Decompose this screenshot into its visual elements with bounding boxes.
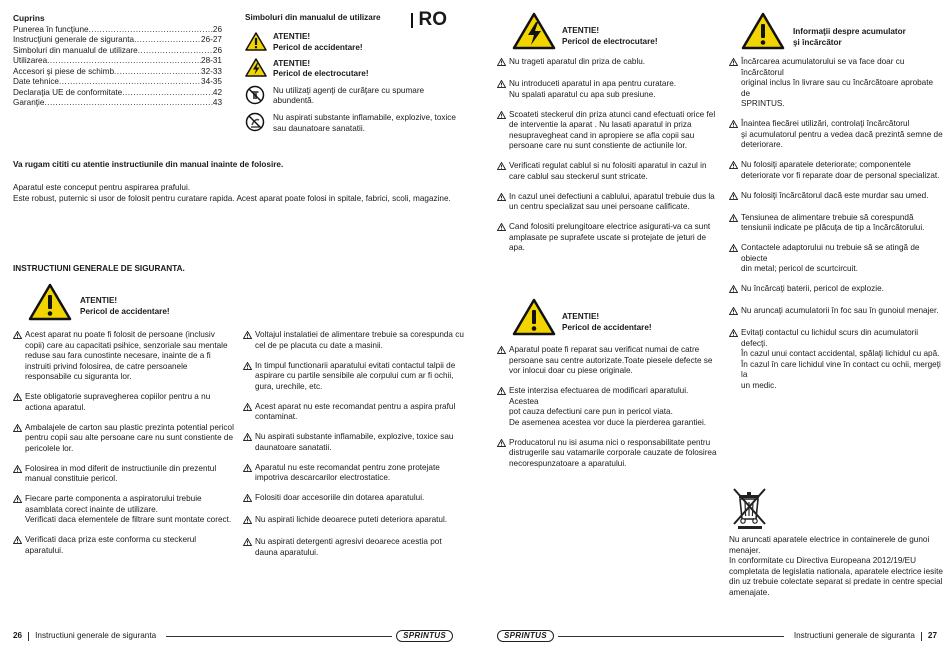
text-line: Verificati daca elementele de filtrare sunt montate corect. (25, 515, 232, 524)
toc-item[interactable] (13, 67, 222, 78)
warning-list-item (243, 515, 465, 528)
symbol-warn-title: ATENTIE! (273, 32, 311, 42)
text-line: Acest aparat nu este recomandat pentru a aspira praful (255, 401, 456, 411)
text-line: pot cauza defectiuni care pun in pericol viata. (509, 407, 673, 416)
language-marker (411, 10, 447, 30)
warning-list-text (509, 192, 719, 213)
text-line: gura, urechile, etc. (255, 381, 323, 391)
text-line: Nu folosiţi încărcătorul dacă este murdar sau umed. (741, 190, 929, 200)
battery-section-header (741, 12, 906, 54)
warning-list-text (255, 515, 465, 526)
warning-list-item (243, 493, 465, 506)
toc-dot-leader (122, 88, 213, 99)
battery-heading: şi încărcător (793, 37, 842, 47)
text-line: distrugerile sau vatamarile corporale cauzate de folosirea (509, 448, 717, 457)
symbol-warning-electric (245, 58, 460, 81)
text-line: Evitaţi contactul cu lichidul scurs din acumulatorii defecţi. (741, 328, 919, 348)
caution-triangle-icon (243, 464, 255, 476)
safety-heading: INSTRUCTIUNI GENERALE DE SIGURANTA. (13, 264, 185, 273)
text-line: original inclus în livrare sau cu încărcătoare aprobate de (741, 78, 934, 98)
caution-triangle-icon (243, 403, 255, 415)
weee-line: completata de legislatia nationala, aparatele electrice iesite (729, 566, 943, 576)
caution-triangle-icon (729, 244, 741, 256)
warning-title: ATENTIE! (562, 312, 600, 322)
text-line: Cand folositi prelungitoare electrice asigurati-va ca sunt (509, 222, 711, 231)
text-line: pericolele lor. (25, 443, 74, 453)
text-line: deteriorare. (741, 140, 783, 149)
intro-line: Este robust, puternic si usor de folosit pentru curatare rapida. Acest aparat poate folosi in spitale, fabrici, scoli, magazine. (13, 193, 451, 203)
page-number: 27 (927, 630, 937, 640)
electric-hazard-icon (512, 12, 556, 54)
table-of-contents (13, 13, 222, 109)
caution-triangle-icon (729, 120, 741, 132)
caution-triangle-icon (729, 192, 741, 204)
text-line: manual constituie pericol. (25, 474, 118, 483)
text-line: amplasate pe suprafete uscate si protejate de jeturi de (509, 232, 707, 242)
warning-list-item (243, 361, 465, 393)
warning-subtitle: Pericol de accidentare! (562, 322, 652, 332)
caution-triangle-icon (497, 80, 509, 92)
toc-item-page: 26 (212, 24, 222, 34)
warning-list-item (13, 423, 235, 455)
left-footer (13, 630, 453, 642)
language-code: RO (418, 9, 447, 30)
text-line: persoane care nu sunt constiente de actiunile lor. (509, 141, 687, 150)
warning-list-text (25, 494, 235, 526)
warning-list-item (497, 110, 719, 152)
text-line: daunatoare sanatatii. (255, 442, 332, 452)
right-footer (497, 630, 937, 642)
warning-list-text (509, 222, 719, 254)
safety-list-col2 (243, 330, 465, 568)
warning-list-text (255, 330, 465, 351)
text-line: Nu introduceti aparatul in apa pentru curatare. (509, 79, 677, 88)
warning-list-item (729, 328, 944, 391)
symbol-warning-accident (245, 32, 460, 55)
weee-line: din uz trebuie colectate separat si predate in centre special (729, 577, 943, 586)
symbol-no-hazardous (245, 112, 460, 136)
toc-item[interactable] (13, 46, 222, 57)
toc-dot-leader (44, 98, 212, 109)
warning-list-item (729, 119, 944, 151)
text-line: pentru copii sau alte persoane care nu sunt constiente de (25, 433, 234, 442)
toc-item-page: 26 (212, 45, 222, 55)
text-line: şi acumulatorul pentru a vedea dacă prezintă semne de (741, 129, 943, 139)
toc-item-page: 43 (212, 98, 222, 108)
toc-item-label: Utilizarea (13, 56, 48, 66)
weee-bin-icon (729, 486, 771, 534)
caution-triangle-icon (243, 331, 255, 343)
text-line: Nu aspirati substante inflamabile, explozive, toxice sau (255, 432, 454, 441)
warning-list-text (741, 57, 944, 110)
text-line: Nu aspirati lichide deoarece puteti deteriora aparatul. (255, 515, 448, 524)
symbol-warn-title: ATENTIE! (273, 58, 311, 68)
text-line: apa. (509, 243, 525, 252)
footer-title: Instructiuni generale de siguranta (35, 630, 157, 640)
text-line: un medic. (741, 380, 777, 390)
symbol-text: abundentă. (273, 96, 314, 106)
caution-triangle-icon (729, 161, 741, 173)
toc-item-label: Accesori şi piese de schimb (13, 66, 115, 76)
caution-triangle-icon (13, 465, 25, 477)
warning-list-item (497, 222, 719, 254)
warning-list-text (25, 330, 235, 383)
caution-triangle-icon (729, 285, 741, 297)
symbol-no-foam (245, 85, 460, 109)
caution-triangle-icon (243, 433, 255, 445)
warning-list-item (13, 330, 235, 383)
text-line: Tensiunea de alimentare trebuie să corespundă (741, 212, 914, 222)
symbol-warn-subtitle: Pericol de electrocutare! (273, 69, 369, 79)
toc-list (13, 25, 222, 109)
warning-list-item (729, 306, 944, 319)
caution-triangle-icon (13, 393, 25, 405)
warning-list-item (729, 191, 944, 204)
warning-list-item (497, 161, 719, 182)
text-line: Înaintea fiecărei utilizări, controlaţi încărcătorul (741, 119, 910, 128)
page-number: 26 (13, 630, 23, 640)
warning-title: ATENTIE! (80, 296, 118, 306)
symbols-heading: Simboluri din manualul de utilizare (245, 13, 381, 22)
text-line: din metal; pericol de scurtcircuit. (741, 264, 858, 273)
warning-list-item (13, 392, 235, 413)
intro-line: Aparatul este conceput pentru aspirarea prafului. (13, 183, 191, 192)
caution-triangle-icon (497, 223, 509, 235)
text-line: În cazul unui contact accidental, spălaţi lichidul cu apă. (741, 349, 940, 358)
warning-list-item (243, 463, 465, 484)
toc-item-page: 26-27 (201, 35, 222, 45)
toc-item[interactable] (13, 98, 222, 109)
text-line: de interventie la aparat . Nu lasati aparatul in priza (509, 120, 692, 129)
warning-triangle-icon (28, 283, 72, 325)
safety-warning (28, 283, 170, 325)
symbol-text: sau daunatoare sanatatii. (273, 123, 365, 133)
warning-list-item (497, 345, 719, 377)
text-line: Nu aruncaţi acumulatorii în foc sau în gunoiul menajer. (741, 306, 939, 315)
warning-title: ATENTIE! (562, 26, 600, 36)
warning-list-text (509, 438, 719, 470)
text-line: Nu încărcaţi baterii, pericol de explozie. (741, 284, 884, 293)
no-foam-cleaner-icon (245, 85, 267, 109)
battery-heading: Informaţii despre acumulator (793, 27, 906, 37)
warning-list-text (741, 328, 944, 391)
symbol-text: Nu aspirati substante inflamabile, explozive, toxice (273, 113, 456, 123)
toc-item-label: Garanţie (13, 98, 45, 108)
text-line: Folositi doar accesoriile din dotarea aparatului. (255, 493, 425, 502)
text-line: un centru specializat sau unei persoane calificate. (509, 202, 690, 211)
text-line: Verificati daca priza este conforma cu steckerul (25, 535, 197, 544)
warning-list-item (729, 213, 944, 234)
text-line: dauna aparatului. (255, 547, 319, 557)
text-line: nesupravegheat cand in apropiere se afla copii sau (509, 130, 695, 140)
text-line: Este interzisa efectuarea de modificari aparatului. Acestea (509, 386, 689, 406)
warning-list-text (509, 79, 719, 100)
text-line: În cazul în care lichidul vine în contact cu ochii, mergeţi la (741, 359, 941, 379)
warning-list-text (509, 57, 719, 68)
toc-item[interactable] (13, 77, 222, 88)
warning-list-item (243, 537, 465, 558)
text-line: aspirare cu partile sensibile ale corpului cum ar fi ochii, (255, 371, 454, 380)
warning-list-text (741, 213, 944, 234)
caution-triangle-icon (497, 346, 509, 358)
warning-list-text (741, 243, 944, 275)
text-line: In cazul unei defectiuni a cablului, aparatul trebuie dus la (509, 191, 715, 201)
text-line: Ambalajele de carton sau plastic prezinta potential pericol (25, 422, 234, 432)
text-line: Acest aparat nu poate fi folosit de persoane (inclusiv (25, 330, 215, 339)
warning-list-text (509, 345, 719, 377)
text-line: instruiti privind folosirea, de catre persoanele (25, 361, 188, 371)
caution-triangle-icon (243, 494, 255, 506)
caution-triangle-icon (13, 424, 25, 436)
weee-line: Nu aruncati aparatele electrice in containerele de gunoi (729, 535, 930, 544)
toc-item[interactable] (13, 56, 222, 67)
caution-triangle-icon (729, 329, 741, 341)
weee-line: In conformitate cu Directiva Europeana 2012/19/EU (729, 556, 917, 565)
caution-triangle-icon (729, 214, 741, 226)
text-line: copii) care au capacitati psihice, senzoriale sau mentale (25, 340, 228, 350)
warning-list-text (741, 119, 944, 151)
brand-logo: SPRINTUS (396, 630, 453, 642)
text-line: Nu trageti aparatul din priza de cablu. (509, 57, 646, 66)
toc-item[interactable] (13, 35, 222, 46)
warning-list-text (255, 537, 465, 558)
toc-item-page: 42 (212, 87, 222, 97)
caution-triangle-icon (497, 111, 509, 123)
warning-list-text (509, 110, 719, 152)
caution-triangle-icon (729, 307, 741, 319)
weee-line: menajer. (729, 545, 761, 555)
text-line: actiona aparatul. (25, 402, 86, 412)
toc-dot-leader (114, 67, 201, 78)
warning-triangle-icon (741, 12, 785, 54)
electric-list (497, 57, 719, 263)
text-line: Verificati regulat cablul si nu folositi aparatul in cazul in (509, 161, 707, 170)
text-line: Este obligatorie supravegherea copiilor pentru a nu (25, 392, 211, 401)
text-line: Folosirea in mod diferit de instructiunile din prezentul (25, 463, 217, 473)
weee-text (729, 535, 944, 598)
caution-triangle-icon (13, 495, 25, 507)
text-line: SPRINTUS. (741, 99, 785, 108)
caution-triangle-icon (243, 516, 255, 528)
warning-triangle-icon (245, 32, 267, 55)
toc-dot-leader (134, 35, 201, 46)
warning-list-item (13, 464, 235, 485)
text-line: reduse sau fara cunostinte necesare, inainte de a fi (25, 351, 211, 360)
weee-line: amenajate. (729, 587, 770, 597)
text-line: Fiecare parte componenta a aspiratorului trebuie (25, 494, 202, 503)
warning-list-item (243, 432, 465, 453)
text-line: asamblata corect inainte de utilizare. (25, 504, 158, 514)
intro-text (13, 183, 463, 204)
warning-list-item (497, 438, 719, 470)
caution-triangle-icon (497, 387, 509, 399)
caution-triangle-icon (497, 58, 509, 70)
toc-item-page: 34-35 (201, 77, 222, 87)
toc-item-page: 32-33 (201, 66, 222, 76)
text-line: impotriva descarcarilor electrostatice. (255, 473, 391, 482)
repair-list (497, 345, 719, 479)
toc-item-label: Punerea în funcţiune (13, 24, 89, 34)
toc-dot-leader (47, 56, 201, 67)
toc-item-page: 28-31 (201, 56, 222, 66)
text-line: Încărcarea acumulatorului se va face doar cu încărcătorul (741, 57, 905, 77)
text-line: Nu aspirati detergenti agresivi deoarece acestia pot (255, 537, 442, 546)
text-line: Contactele adaptorului nu trebuie să se atingă de obiecte (741, 243, 920, 263)
text-line: Nu folosiţi aparatele deteriorate; componentele (741, 160, 911, 169)
text-line: tensiunii indicate pe plăcuţa de tip a încărcătorului. (741, 223, 925, 232)
warning-list-text (25, 535, 235, 556)
warning-list-item (13, 535, 235, 556)
text-line: Voltajul instalatiei de alimentare trebuie sa corespunda cu (255, 330, 464, 339)
text-line: contaminat. (255, 412, 298, 421)
text-line: De asemenea acestea vor duce la pierderea garantiei. (509, 417, 707, 427)
text-line: care cablul sau steckerul sunt stricate. (509, 171, 648, 181)
brand-logo: SPRINTUS (497, 630, 554, 642)
warning-list-text (509, 161, 719, 182)
warning-list-item (497, 192, 719, 213)
warning-list-text (255, 463, 465, 484)
warning-subtitle: Pericol de electrocutare! (562, 36, 658, 46)
text-line: Nu spalati aparatul cu apa sub presiune. (509, 89, 656, 99)
warning-list-text (25, 423, 235, 455)
toc-item-label: Simboluri din manualul de utilizare (13, 45, 138, 55)
toc-dot-leader (89, 25, 213, 36)
symbol-warn-subtitle: Pericol de accidentare! (273, 42, 363, 52)
caution-triangle-icon (13, 536, 25, 548)
text-line: deteriorate vor fi reparate doar de personal specializat. (741, 170, 940, 180)
electric-hazard-icon (245, 58, 267, 81)
warning-list-item (729, 57, 944, 110)
caution-triangle-icon (497, 162, 509, 174)
text-line: vor inlocui doar cu piese originale. (509, 366, 633, 375)
warning-list-text (255, 402, 465, 423)
text-line: Aparatul poate fi reparat sau verificat numai de catre (509, 345, 700, 354)
warning-list-item (497, 386, 719, 428)
toc-dot-leader (59, 77, 201, 88)
warning-list-text (25, 464, 235, 485)
warning-list-text (255, 432, 465, 453)
toc-item-label: Date tehnice (13, 77, 59, 87)
warning-list-item (729, 284, 944, 297)
toc-dot-leader (138, 46, 213, 57)
caution-triangle-icon (497, 193, 509, 205)
warning-list-text (741, 160, 944, 181)
text-line: Producatorul nu isi asuma nici o responsabilitate pentru (509, 437, 711, 447)
electric-warning (512, 12, 658, 54)
no-hazardous-substances-icon (245, 112, 267, 136)
warning-list-text (741, 191, 944, 202)
warning-list-text (741, 284, 944, 295)
warning-list-item (13, 494, 235, 526)
toc-heading: Cuprins (13, 13, 45, 23)
text-line: necorespunzatoare a aparatului. (509, 458, 627, 468)
accident-warning (512, 298, 652, 340)
caution-triangle-icon (497, 439, 509, 451)
warning-list-item (497, 79, 719, 100)
warning-list-text (255, 493, 465, 504)
warning-subtitle: Pericol de accidentare! (80, 306, 170, 316)
caution-triangle-icon (243, 538, 255, 550)
toc-item[interactable] (13, 25, 222, 36)
caution-triangle-icon (729, 58, 741, 70)
warning-list-text (255, 361, 465, 393)
battery-list (729, 57, 944, 401)
symbol-text: Nu utilizaţi agenţi de curăţare cu spumare (273, 85, 425, 95)
warning-list-item (497, 57, 719, 70)
warning-triangle-icon (512, 298, 556, 340)
warning-list-text (25, 392, 235, 413)
warning-list-item (243, 330, 465, 351)
warning-list-item (729, 243, 944, 275)
intro-bold: Va rugam cititi cu atentie instructiunile din manual inainte de folosire. (13, 160, 284, 169)
text-line: responsabile cu siguranta lor. (25, 372, 132, 381)
text-line: cel de pe placuta cu date a masinii. (255, 340, 383, 350)
toc-item-label: Declaraţia UE de conformitate (13, 87, 123, 97)
footer-title: Instructiuni generale de siguranta (793, 630, 915, 640)
text-line: Aparatul nu este recomandat pentru zone protejate (255, 462, 440, 472)
caution-triangle-icon (243, 362, 255, 374)
caution-triangle-icon (13, 331, 25, 343)
warning-list-item (729, 160, 944, 181)
text-line: persoane sau centre autorizate.Toate piesele defecte se (509, 355, 713, 365)
symbols-section (245, 13, 460, 140)
toc-item-label: Instrucţiuni generale de siguranta (13, 35, 135, 45)
warning-list-text (741, 306, 944, 317)
text-line: In timpul functionarii aparatului evitati contactul talpii de (255, 360, 456, 370)
warning-list-item (243, 402, 465, 423)
warning-list-text (509, 386, 719, 428)
safety-list-col1 (13, 330, 235, 566)
toc-item[interactable] (13, 88, 222, 99)
text-line: aparatului. (25, 545, 64, 555)
text-line: Scoateti steckerul din priza atunci cand efectuati orice fel (509, 109, 716, 119)
